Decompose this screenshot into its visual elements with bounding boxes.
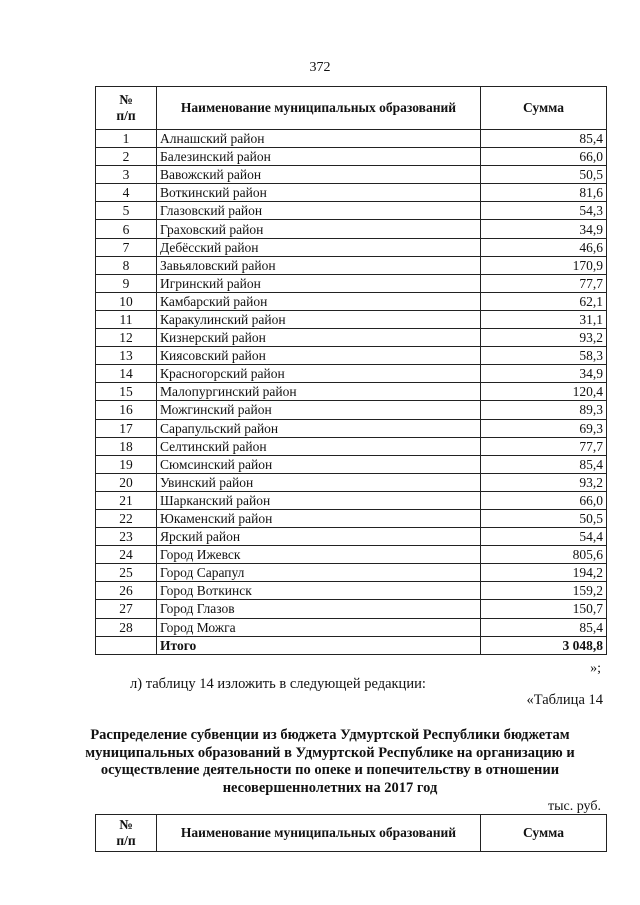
- municipality-name: Вавожский район: [157, 166, 481, 184]
- row-sum: 170,9: [481, 256, 607, 274]
- row-number: 11: [96, 310, 157, 328]
- header-number: № п/п: [96, 815, 157, 852]
- municipality-name: Кизнерский район: [157, 329, 481, 347]
- municipality-name: Ярский район: [157, 528, 481, 546]
- municipality-name: Селтинский район: [157, 437, 481, 455]
- table-row: [96, 292, 607, 310]
- row-number: 10: [96, 292, 157, 310]
- municipality-name: Сарапульский район: [157, 419, 481, 437]
- municipality-name: Сюмсинский район: [157, 455, 481, 473]
- table-row: [96, 202, 607, 220]
- header-sum: Сумма: [481, 815, 607, 852]
- row-number: 13: [96, 347, 157, 365]
- row-number: 20: [96, 473, 157, 491]
- municipality-name: Каракулинский район: [157, 310, 481, 328]
- table-row: [96, 455, 607, 473]
- header-name: Наименование муниципальных образований: [157, 815, 481, 852]
- subsidy-table-13: [95, 86, 607, 655]
- row-sum: 34,9: [481, 365, 607, 383]
- row-sum: 159,2: [481, 582, 607, 600]
- header-name: Наименование муниципальных образований: [157, 87, 481, 130]
- table-row: [96, 618, 607, 636]
- row-sum: 46,6: [481, 238, 607, 256]
- municipality-name: Юкаменский район: [157, 509, 481, 527]
- row-number: 18: [96, 437, 157, 455]
- row-number: 27: [96, 600, 157, 618]
- row-number: 4: [96, 184, 157, 202]
- municipality-name: Город Глазов: [157, 600, 481, 618]
- table-row: [96, 419, 607, 437]
- row-sum: 93,2: [481, 473, 607, 491]
- table-row: [96, 509, 607, 527]
- municipality-name: Можгинский район: [157, 401, 481, 419]
- municipality-name: Увинский район: [157, 473, 481, 491]
- row-number: 2: [96, 148, 157, 166]
- row-number: 3: [96, 166, 157, 184]
- row-sum: 31,1: [481, 310, 607, 328]
- municipality-name: Город Можга: [157, 618, 481, 636]
- row-sum: 66,0: [481, 491, 607, 509]
- row-sum: 89,3: [481, 401, 607, 419]
- municipality-name: Красногорский район: [157, 365, 481, 383]
- municipality-name: Камбарский район: [157, 292, 481, 310]
- row-number: 7: [96, 238, 157, 256]
- table-header-row: [96, 87, 607, 130]
- row-number: 26: [96, 582, 157, 600]
- table-row: [96, 473, 607, 491]
- row-sum: 120,4: [481, 383, 607, 401]
- row-number: 24: [96, 546, 157, 564]
- row-number: 22: [96, 509, 157, 527]
- row-sum: 54,3: [481, 202, 607, 220]
- row-sum: 150,7: [481, 600, 607, 618]
- row-sum: 85,4: [481, 130, 607, 148]
- table-row: [96, 274, 607, 292]
- header-sum: Сумма: [481, 87, 607, 130]
- row-number: 19: [96, 455, 157, 473]
- row-sum: 93,2: [481, 329, 607, 347]
- municipality-name: Игринский район: [157, 274, 481, 292]
- total-value: 3 048,8: [481, 636, 607, 654]
- section-heading: Распределение субвенции из бюджета Удмуртской Республики бюджетам муниципальных образований в Удмуртской Республике на организацию и осуществление деятельности по опеке и попечительству в отношении несовершеннолетних на 2017 год: [85, 727, 575, 796]
- table-header-row: [96, 815, 607, 852]
- table-row: [96, 582, 607, 600]
- municipality-name: Город Ижевск: [157, 546, 481, 564]
- table-row: [96, 166, 607, 184]
- municipality-name: Балезинский район: [157, 148, 481, 166]
- table-14-label: «Таблица 14: [526, 692, 603, 708]
- municipality-name: Завьяловский район: [157, 256, 481, 274]
- row-sum: 50,5: [481, 509, 607, 527]
- row-sum: 194,2: [481, 564, 607, 582]
- table-row: [96, 491, 607, 509]
- table-row: [96, 184, 607, 202]
- municipality-name: Воткинский район: [157, 184, 481, 202]
- table-row: [96, 600, 607, 618]
- row-number: 15: [96, 383, 157, 401]
- table-body: [96, 130, 607, 637]
- row-sum: 69,3: [481, 419, 607, 437]
- municipality-name: Граховский район: [157, 220, 481, 238]
- row-sum: 58,3: [481, 347, 607, 365]
- municipality-name: Дебёсский район: [157, 238, 481, 256]
- table-row: [96, 329, 607, 347]
- row-sum: 77,7: [481, 437, 607, 455]
- row-number: 12: [96, 329, 157, 347]
- row-number: 14: [96, 365, 157, 383]
- amendment-instruction: л) таблицу 14 изложить в следующей редакции:: [130, 676, 426, 692]
- table-row: [96, 220, 607, 238]
- municipality-name: Шарканский район: [157, 491, 481, 509]
- row-number: 17: [96, 419, 157, 437]
- row-number: 5: [96, 202, 157, 220]
- row-number: 8: [96, 256, 157, 274]
- row-number: 6: [96, 220, 157, 238]
- municipality-name: Малопургинский район: [157, 383, 481, 401]
- row-sum: 62,1: [481, 292, 607, 310]
- total-label: Итого: [157, 636, 481, 654]
- row-sum: 85,4: [481, 618, 607, 636]
- table-row: [96, 564, 607, 582]
- table-row: [96, 546, 607, 564]
- table-row: [96, 383, 607, 401]
- row-number: 9: [96, 274, 157, 292]
- table-row: [96, 130, 607, 148]
- subsidy-table-14: [95, 814, 607, 852]
- row-sum: 85,4: [481, 455, 607, 473]
- table-row: [96, 310, 607, 328]
- municipality-name: Киясовский район: [157, 347, 481, 365]
- table-row: [96, 256, 607, 274]
- units-label: тыс. руб.: [548, 799, 601, 814]
- table-row: [96, 528, 607, 546]
- table-row: [96, 238, 607, 256]
- row-sum: 54,4: [481, 528, 607, 546]
- row-sum: 81,6: [481, 184, 607, 202]
- table-row: [96, 347, 607, 365]
- municipality-name: Город Воткинск: [157, 582, 481, 600]
- closing-quote: »;: [590, 661, 601, 676]
- page-number: 372: [309, 60, 331, 75]
- row-sum: 34,9: [481, 220, 607, 238]
- table-row: [96, 437, 607, 455]
- row-number: 1: [96, 130, 157, 148]
- municipality-name: Глазовский район: [157, 202, 481, 220]
- table-row: [96, 401, 607, 419]
- row-sum: 50,5: [481, 166, 607, 184]
- municipality-name: Город Сарапул: [157, 564, 481, 582]
- row-number: 28: [96, 618, 157, 636]
- row-sum: 805,6: [481, 546, 607, 564]
- table-row: [96, 148, 607, 166]
- row-number: 16: [96, 401, 157, 419]
- row-number: 23: [96, 528, 157, 546]
- row-sum: 66,0: [481, 148, 607, 166]
- row-number: 25: [96, 564, 157, 582]
- total-row: [96, 636, 607, 654]
- table-row: [96, 365, 607, 383]
- total-number-cell: [96, 636, 157, 654]
- row-number: 21: [96, 491, 157, 509]
- municipality-name: Алнашский район: [157, 130, 481, 148]
- header-number: № п/п: [96, 87, 157, 130]
- row-sum: 77,7: [481, 274, 607, 292]
